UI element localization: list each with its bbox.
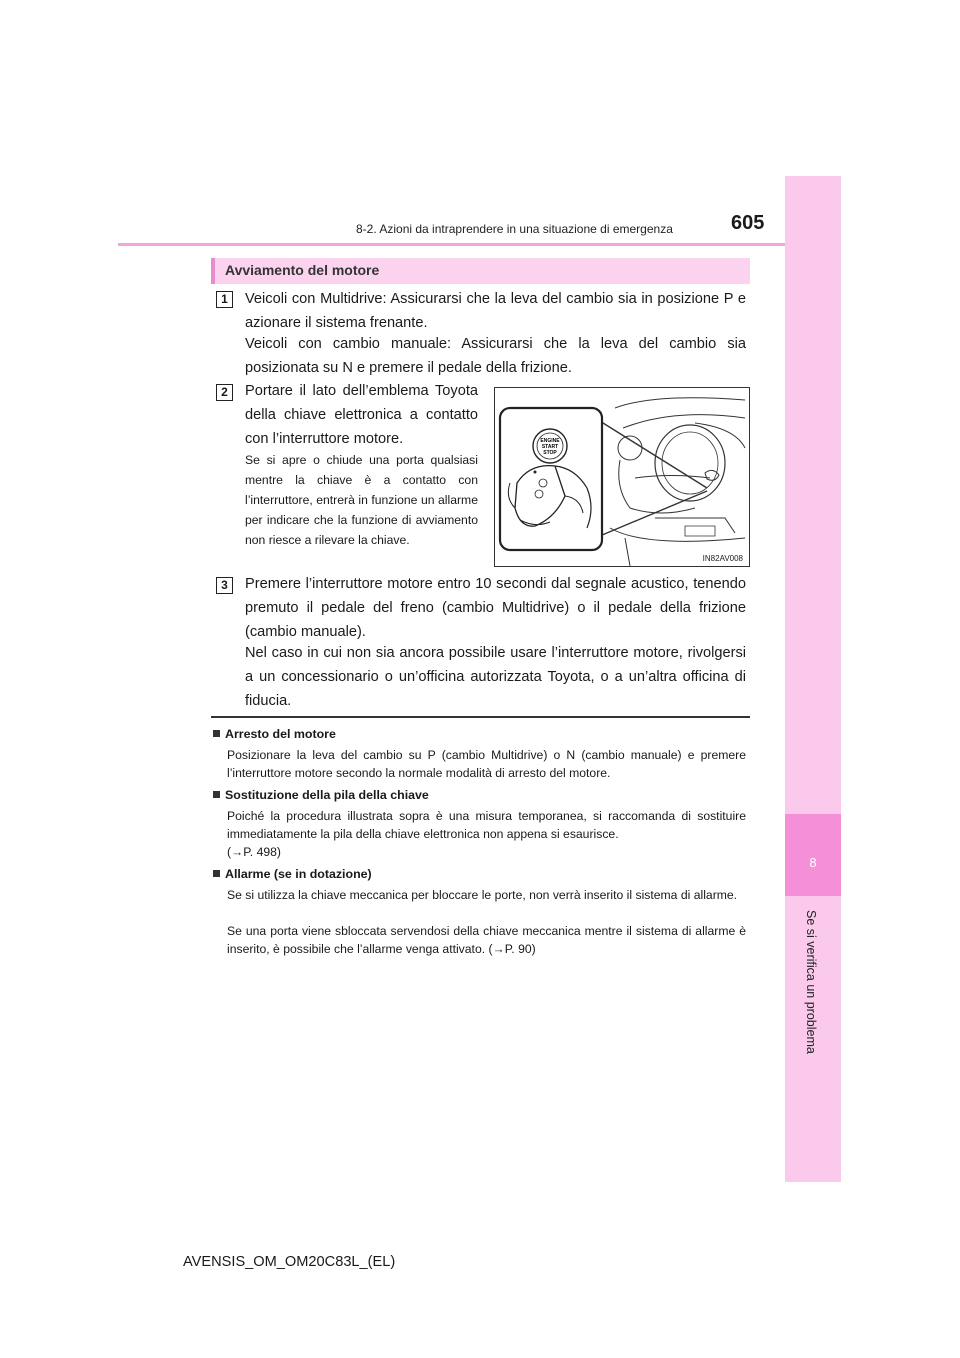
box-header: [211, 258, 750, 284]
figure-button-line-3: STOP: [543, 450, 557, 456]
step-1-text: Veicoli con Multidrive: Assicurarsi che la leva del cambio sia in posizione P e azionare il sistema frenante.: [245, 291, 746, 331]
section-divider: [211, 716, 750, 718]
illustration-engine-start: [494, 387, 750, 567]
square-bullet-icon: [213, 791, 220, 798]
note-text-arresto: Posizionare la leva del cambio su P (cambio Multidrive) o N (cambio manuale) e premere l’interruttore motore secondo la normale modalità di arresto del motore.: [227, 748, 746, 780]
note-text-pila: Poiché la procedura illustrata sopra è una misura temporanea, si raccomanda di sostituire immediatamente la pila della chiave elettronica non appena si esaurisce.: [227, 809, 746, 841]
note-text-allarme: Se si utilizza la chiave meccanica per bloccare le porte, non verrà inserito il sistema di allarme.: [227, 888, 738, 902]
engine-start-illustration-icon: [495, 388, 749, 566]
figure-button-line-2: START: [541, 444, 559, 450]
note-ref-pila[interactable]: (→P. 498): [227, 845, 281, 859]
note-title-arresto: [213, 727, 336, 741]
chapter-number: 8: [809, 855, 817, 870]
closing-paragraph: Nel caso in cui non sia ancora possibile usare l’interruttore motore, rivolgersi a un concessionario o un’officina autorizzata Toyota, o a un’altra officina di fiducia.: [245, 645, 746, 709]
note-title-text: Arresto del motore: [225, 727, 336, 741]
figure-button-line-1: ENGINE: [540, 438, 560, 444]
step-badge-3: 3: [216, 577, 233, 594]
step-badge-1: 1: [216, 291, 233, 308]
step-3-text: Premere l’interruttore motore entro 10 secondi dal segnale acustico, tenendo premuto il pedale del freno (cambio Multidrive) o il pedale della frizione (cambio manuale).: [245, 576, 746, 640]
note-text-allarme-2: Se una porta viene sbloccata servendosi della chiave meccanica mentre il sistema di allarme è inserito, è possibile che l’allarme venga attivato. (→P. 90): [227, 924, 746, 956]
note-title-pila: [213, 788, 429, 802]
step-badge-2: 2: [216, 384, 233, 401]
document-footer: AVENSIS_OM_OM20C83L_(EL): [183, 1254, 396, 1270]
page-number: 605: [731, 212, 765, 234]
figure-code: IN82AV008: [702, 554, 743, 563]
step-2-note: Se si apre o chiude una porta qualsiasi mentre la chiave è a contatto con l’interruttore, entrerà in funzione un allarme per indicare che la funzione di avviamento non riesce a rilevare la chiave.: [245, 453, 478, 547]
chapter-side-label-text: Se si verifica un problema: [804, 910, 818, 1054]
note-title-text: Allarme (se in dotazione): [225, 867, 372, 881]
section-title: 8-2. Azioni da intraprendere in una situazione di emergenza: [356, 222, 673, 236]
note-title-allarme: [213, 867, 372, 881]
square-bullet-icon: [213, 870, 220, 877]
square-bullet-icon: [213, 730, 220, 737]
step-2-text: Portare il lato dell’emblema Toyota della chiave elettronica a contatto con l’interruttore motore.: [245, 383, 478, 447]
step-1-text-manual: Veicoli con cambio manuale: Assicurarsi che la leva del cambio sia posizionata su N e premere il pedale della frizione.: [245, 336, 746, 376]
note-title-text: Sostituzione della pila della chiave: [225, 788, 429, 802]
box-title: Avviamento del motore: [225, 262, 380, 278]
header-rule: [118, 243, 785, 246]
